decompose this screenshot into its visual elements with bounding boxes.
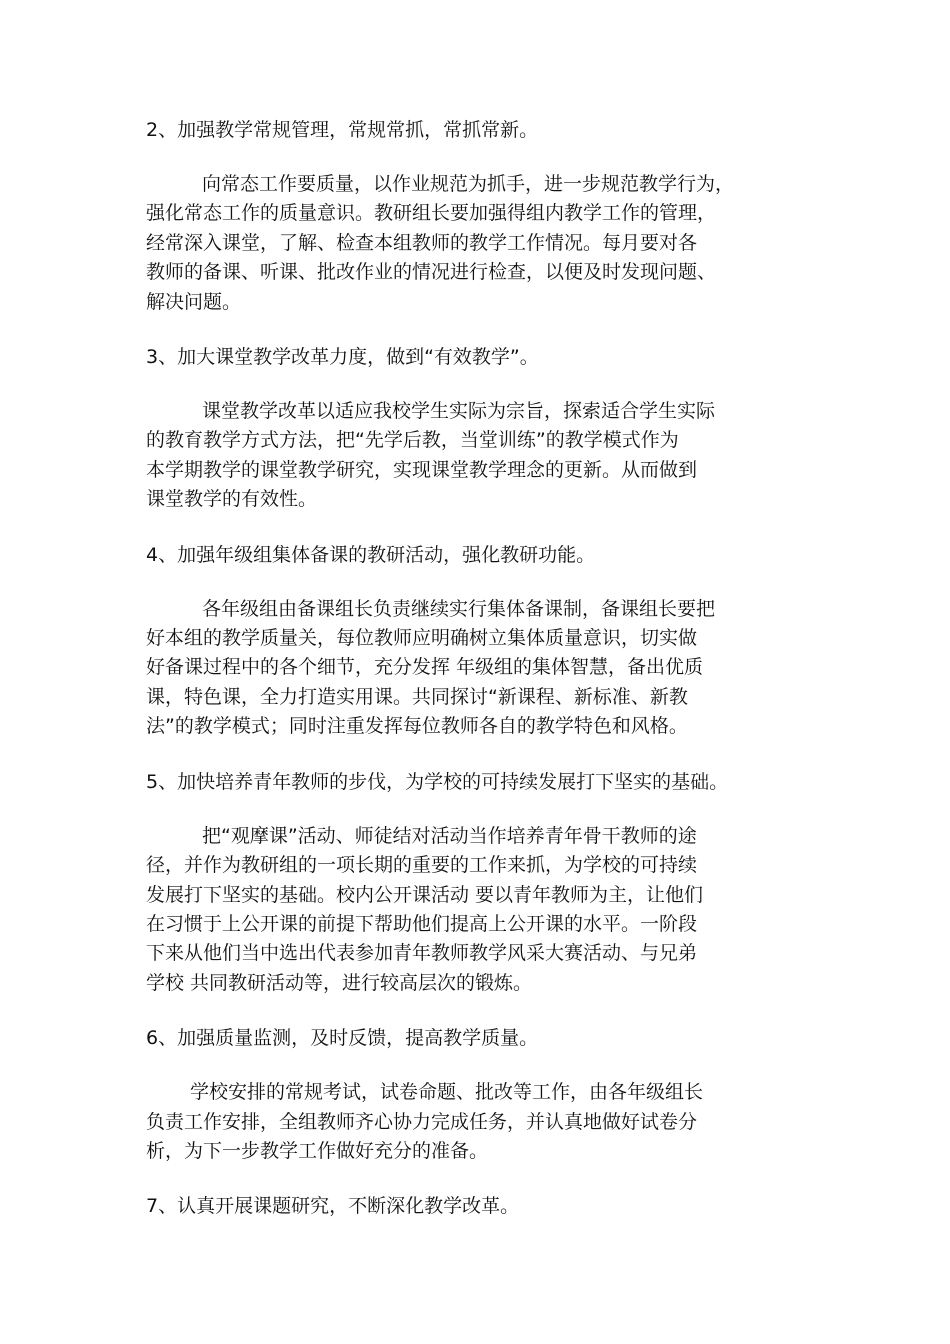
section-heading: 2、加强教学常规管理，常规常抓，常抓常新。 bbox=[146, 119, 539, 141]
paragraph-line: 好本组的教学质量关，每位教师应明确树立集体质量意识，切实做 bbox=[146, 627, 698, 650]
section-5 bbox=[146, 768, 826, 998]
section-paragraph bbox=[146, 822, 826, 998]
section-paragraph bbox=[146, 170, 826, 317]
section-7 bbox=[146, 1192, 826, 1220]
paragraph-line: 课堂教学的有效性。 bbox=[146, 488, 318, 511]
section-paragraph bbox=[146, 1078, 826, 1166]
section-paragraph bbox=[146, 397, 826, 515]
paragraph-line: 各年级组由备课组长负责继续实行集体备课制，备课组长要把 bbox=[202, 597, 716, 620]
section-heading: 4、加强年级组集体备课的教研活动，强化教研功能。 bbox=[146, 543, 596, 566]
paragraph-line: 径，并作为教研组的一项长期的重要的工作来抓，为学校的可持续 bbox=[146, 854, 698, 877]
paragraph-line: 析，为下一步教学工作做好充分的准备。 bbox=[146, 1139, 489, 1162]
paragraph-line: 法”的教学模式；同时注重发挥每位教师各自的教学特色和风格。 bbox=[146, 715, 688, 738]
document-page bbox=[146, 116, 826, 1246]
paragraph-line: 教师的备课、听课、批改作业的情况进行检查，以便及时发现问题、 bbox=[146, 261, 717, 284]
paragraph-line: 经常深入课堂，了解、检查本组教师的教学工作情况。每月要对各 bbox=[146, 231, 698, 254]
paragraph-line: 强化常态工作的质量意识。教研组长要加强得组内教学工作的管理， bbox=[146, 202, 717, 225]
paragraph-line: 把“观摩课”活动、师徒结对活动当作培养青年骨干教师的途 bbox=[202, 824, 697, 847]
section-heading: 3、加大课堂教学改革力度，做到“有效教学”。 bbox=[146, 346, 539, 369]
section-4 bbox=[146, 541, 826, 742]
paragraph-line: 学校安排的常规考试，试卷命题、批改等工作，由各年级组长 bbox=[190, 1081, 704, 1104]
paragraph-line: 在习惯于上公开课的前提下帮助他们提高上公开课的水平。一阶段 bbox=[146, 912, 698, 935]
paragraph-line: 解决问题。 bbox=[146, 290, 242, 313]
section-3 bbox=[146, 343, 826, 515]
paragraph-line: 发展打下坚实的基础。校内公开课活动 要以青年教师为主，让他们 bbox=[146, 883, 704, 906]
paragraph-line: 好备课过程中的各个细节，充分发挥 年级组的集体智慧，备出优质 bbox=[146, 656, 704, 679]
paragraph-line: 负责工作安排，全组教师齐心协力完成任务，并认真地做好试卷分 bbox=[146, 1110, 698, 1133]
section-heading: 7、认真开展课题研究，不断深化教学改革。 bbox=[146, 1195, 520, 1218]
section-heading: 5、加快培养青年教师的步伐，为学校的可持续发展打下坚实的基础。 bbox=[146, 770, 729, 793]
paragraph-line: 的教育教学方式方法，把“先学后教，当堂训练”的教学模式作为 bbox=[146, 429, 679, 452]
paragraph-line: 下来从他们当中选出代表参加青年教师教学风采大赛活动、与兄弟 bbox=[146, 942, 698, 965]
paragraph-line: 课堂教学改革以适应我校学生实际为宗旨，探索适合学生实际 bbox=[202, 400, 716, 423]
section-heading: 6、加强质量监测，及时反馈，提高教学质量。 bbox=[146, 1027, 539, 1050]
section-paragraph bbox=[146, 595, 826, 742]
paragraph-line: 本学期教学的课堂教学研究，实现课堂教学理念的更新。从而做到 bbox=[146, 458, 698, 481]
section-2 bbox=[146, 116, 826, 317]
paragraph-line: 课，特色课，全力打造实用课。共同探讨“新课程、新标准、新教 bbox=[146, 685, 688, 708]
paragraph-line: 向常态工作要质量，以作业规范为抓手，进一步规范教学行为， bbox=[202, 173, 735, 195]
paragraph-line: 学校 共同教研活动等，进行较高层次的锻炼。 bbox=[146, 971, 533, 994]
section-6 bbox=[146, 1024, 826, 1166]
